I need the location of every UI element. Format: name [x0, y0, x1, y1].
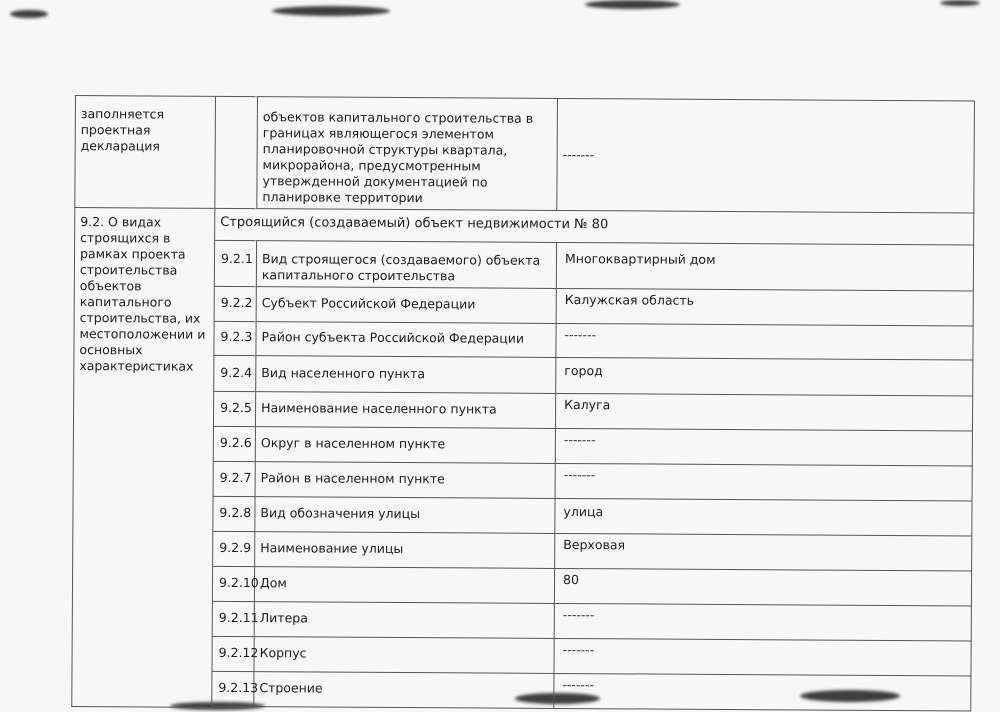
- object-header-row: [75, 208, 974, 245]
- row-value: -------: [556, 323, 973, 360]
- row-value: город: [556, 357, 973, 396]
- row-number: 9.2.9: [213, 531, 255, 566]
- top-empty-cell: [215, 96, 258, 208]
- row-name: Вид обозначения улицы: [255, 497, 555, 534]
- row-value: -------: [555, 428, 972, 466]
- row-value: -------: [554, 673, 971, 711]
- row-name: Вид строящегося (создаваемого) объекта капитального строительства: [256, 241, 556, 289]
- row-number: 9.2.3: [214, 321, 256, 355]
- row-number: 9.2.11: [212, 601, 254, 636]
- row-number: 9.2.13: [212, 671, 254, 706]
- row-name: Строение: [254, 672, 554, 709]
- row-number: 9.2.8: [213, 496, 255, 531]
- document-page: [71, 95, 975, 712]
- row-name: Субъект Российской Федерации: [256, 287, 556, 324]
- row-name: Район субъекта Российской Федерации: [256, 322, 556, 358]
- section-label: 9.2. О видах строящихся в рамках проекта строительства объектов капитального строительства, их местоположении и основных характеристиках: [72, 208, 215, 707]
- declaration-table: [71, 95, 975, 712]
- row-value: улица: [555, 498, 972, 536]
- row-value: -------: [554, 603, 971, 641]
- row-name: Дом: [254, 567, 554, 604]
- object-header: Строящийся (создаваемый) объект недвижимости № 80: [215, 208, 974, 245]
- top-middle-cell: объектов капитального строительства в границах являющегося элементом планировочной структуры квартала, микрорайона, предусмотренным утвержденной документацией по планировке территории: [257, 97, 558, 211]
- row-name: Округ в населенном пункте: [255, 427, 555, 464]
- row-number: 9.2.4: [214, 355, 256, 391]
- row-name: Вид населенного пункта: [256, 356, 556, 394]
- row-name: Наименование улицы: [255, 532, 555, 569]
- row-name: Район в населенном пункте: [255, 462, 555, 499]
- scan-smudge: [585, 0, 680, 9]
- row-value: -------: [554, 638, 971, 676]
- top-right-cell: -------: [557, 98, 975, 213]
- row-value: 80: [554, 568, 971, 606]
- row-name: Литера: [254, 602, 554, 639]
- row-number: 9.2.5: [213, 391, 255, 426]
- row-value: Многоквартирный дом: [556, 242, 973, 291]
- row-value: Калужская область: [556, 288, 973, 326]
- scan-smudge: [272, 6, 390, 16]
- row-number: 9.2.1: [214, 240, 256, 286]
- scan-smudge: [940, 0, 980, 6]
- row-name: Корпус: [254, 637, 554, 674]
- scan-smudge: [10, 10, 48, 18]
- row-number: 9.2.10: [212, 566, 254, 601]
- row-number: 9.2.2: [214, 286, 256, 321]
- row-name: Наименование населенного пункта: [255, 392, 555, 429]
- top-left-cell: заполняется проектная декларация: [75, 96, 216, 209]
- row-number: 9.2.6: [213, 426, 255, 461]
- row-value: Верховая: [555, 533, 972, 571]
- row-value: Калуга: [555, 393, 972, 431]
- row-number: 9.2.7: [213, 461, 255, 496]
- row-number: 9.2.12: [212, 636, 254, 671]
- row-value: -------: [555, 463, 972, 501]
- top-row: [75, 96, 975, 213]
